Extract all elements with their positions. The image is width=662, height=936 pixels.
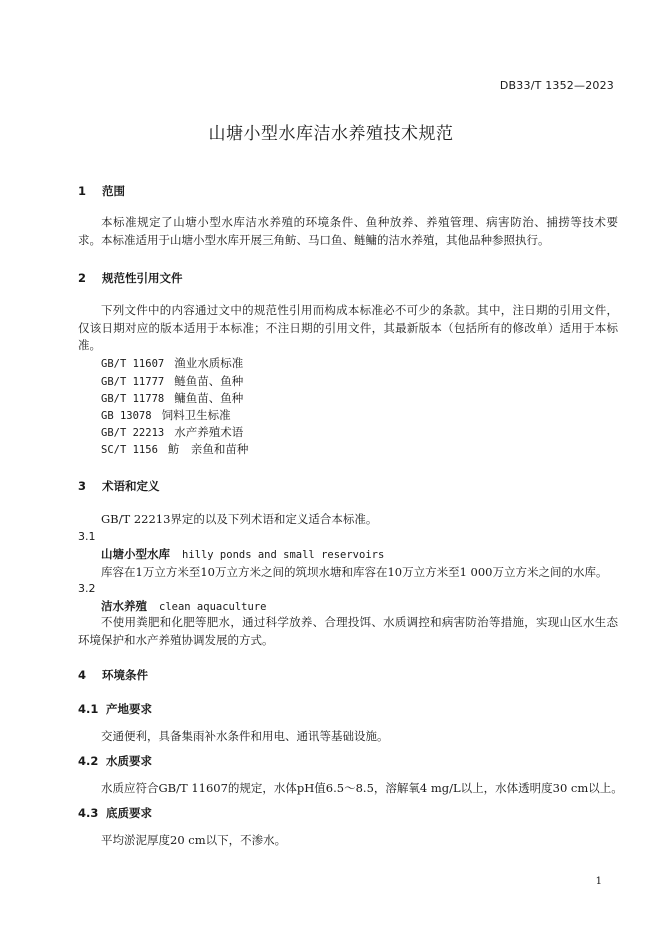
term-definition: 不使用粪肥和化肥等肥水，通过科学放养、合理投饵、水质调控和病害防治等措施，实现山区水生态环境保护和水产养殖协调发展的方式。 bbox=[78, 615, 618, 647]
paragraph: 平均淤泥厚度20 cm以下，不渗水。 bbox=[101, 833, 287, 847]
term-number: 3.1 bbox=[78, 530, 96, 543]
subsection-number: 4.1 bbox=[78, 702, 99, 716]
reference-name: 饲料卫生标准 bbox=[161, 408, 231, 422]
reference-item bbox=[101, 424, 243, 440]
section-title: 术语和定义 bbox=[102, 479, 160, 493]
term-heading bbox=[101, 598, 266, 614]
section-heading-normative-references bbox=[78, 270, 183, 286]
term-chinese: 洁水养殖 bbox=[101, 599, 147, 613]
subsection-number: 4.2 bbox=[78, 754, 99, 768]
reference-item bbox=[101, 355, 243, 371]
section-heading-environment bbox=[78, 667, 148, 683]
paragraph: 本标准规定了山塘小型水库洁水养殖的环境条件、鱼种放养、养殖管理、病害防治、捕捞等技术要求。 bbox=[78, 215, 618, 247]
reference-code: GB/T 22213 bbox=[101, 427, 165, 439]
reference-code: GB/T 11777 bbox=[101, 376, 165, 388]
section-title: 环境条件 bbox=[102, 668, 149, 682]
subsection-heading-sediment bbox=[78, 805, 152, 821]
paragraph: 下列文件中的内容通过文中的规范性引用而构成本标准必不可少的条款。其中，注日期的引用文件，仅该日期对应的版本适用于本标准；不注日期的引用文件，其最新版本（包括所有的修改单）适用于本标准。 bbox=[78, 303, 618, 352]
section-number: 2 bbox=[78, 271, 87, 285]
term-english: hilly ponds and small reservoirs bbox=[182, 549, 385, 561]
section-number: 4 bbox=[78, 668, 87, 682]
paragraph: 交通便利，具备集雨补水条件和用电、通讯等基础设施。 bbox=[101, 729, 389, 743]
section-title: 范围 bbox=[102, 184, 126, 198]
reference-code: GB 13078 bbox=[101, 410, 152, 422]
term-definition: 库容在1万立方米至10万立方米之间的筑坝水塘和库容在10万立方米至1 000万立方米之间的水库。 bbox=[101, 565, 608, 579]
subsection-title: 底质要求 bbox=[106, 806, 152, 820]
reference-name: 鳙鱼苗、鱼种 bbox=[174, 391, 244, 405]
section-number: 3 bbox=[78, 479, 87, 493]
subsection-title: 水质要求 bbox=[106, 754, 152, 768]
reference-code: GB/T 11607 bbox=[101, 358, 165, 370]
reference-name: 渔业水质标准 bbox=[174, 356, 244, 370]
term-heading bbox=[101, 546, 384, 562]
document-code: DB33/T 1352—2023 bbox=[499, 79, 614, 92]
reference-code: GB/T 11778 bbox=[101, 393, 165, 405]
term-english: clean aquaculture bbox=[159, 601, 267, 613]
subsection-heading-water-quality bbox=[78, 753, 152, 769]
reference-item bbox=[101, 441, 248, 457]
term-number: 3.2 bbox=[78, 582, 96, 595]
subsection-heading-site bbox=[78, 701, 152, 717]
subsection-title: 产地要求 bbox=[106, 702, 152, 716]
paragraph: 水质应符合GB/T 11607的规定，水体pH值6.5～8.5，溶解氧4 mg/L以上，水体透明度30 cm以上。 bbox=[101, 781, 623, 795]
reference-name: 鲂 亲鱼和苗种 bbox=[167, 442, 249, 456]
paragraph: 本标准适用于山塘小型水库开展三角鲂、马口鱼、鲢鳙的洁水养殖，其他品种参照执行。 bbox=[101, 233, 550, 247]
section-title: 规范性引用文件 bbox=[102, 271, 183, 285]
section-heading-terms-definitions bbox=[78, 478, 160, 494]
reference-item bbox=[101, 407, 231, 423]
term-chinese: 山塘小型水库 bbox=[101, 547, 170, 561]
reference-item bbox=[101, 373, 243, 389]
section-number: 1 bbox=[78, 184, 87, 198]
reference-name: 鲢鱼苗、鱼种 bbox=[174, 374, 244, 388]
subsection-number: 4.3 bbox=[78, 806, 99, 820]
reference-item bbox=[101, 390, 243, 406]
paragraph: GB/T 22213界定的以及下列术语和定义适合本标准。 bbox=[101, 512, 378, 526]
document-title: 山塘小型水库洁水养殖技术规范 bbox=[208, 124, 454, 144]
section-heading-scope bbox=[78, 183, 125, 199]
page-number: 1 bbox=[595, 876, 602, 887]
reference-code: SC/T 1156 bbox=[101, 444, 158, 456]
reference-name: 水产养殖术语 bbox=[174, 425, 244, 439]
